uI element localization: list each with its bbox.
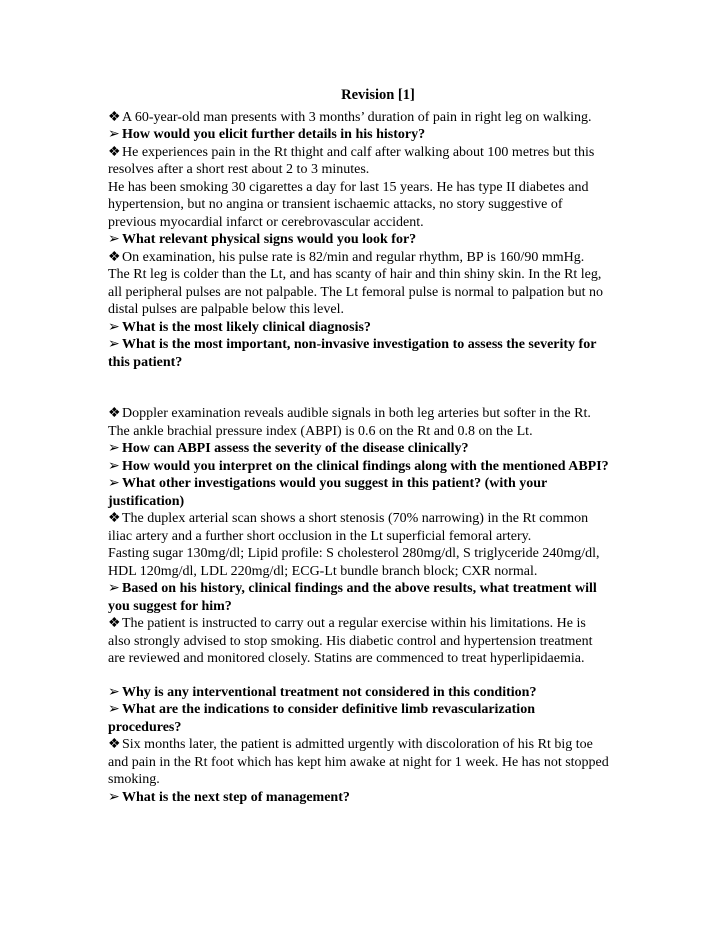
arrow-bullet-icon: ➢ — [108, 232, 120, 247]
question-4: ➢ What is the most important, non-invasive investigation to assess the severity for this patient? — [108, 337, 597, 370]
case-stem-3: ❖On examination, his pulse rate is 82/min and regular rhythm, BP is 160/90 mmHg. The Rt leg is colder than the Lt, and has scanty of hair and thin shiny skin. In the Rt leg, all peripheral pulses are not palpable. The Lt femoral pulse is normal to palpation but no distal pulses are palpable below this level. — [108, 249, 604, 317]
arrow-bullet-icon: ➢ — [108, 684, 120, 700]
question-5: ➢ How can ABPI assess the severity of the disease clinically? — [108, 441, 469, 456]
case-stem-2: ❖He experiences pain in the Rt thight and calf after walking about 100 metres but this resolves after a short rest about 2 to 3 minutes. He has been smoking 30 cigarettes a day for last 15 years. He has type II diabetes and hypertension, but no angina or transient ischaemic attacks, no story suggestive of previous myocardial infarct or cerebrovascular accident. — [108, 144, 595, 230]
arrow-bullet-icon: ➢ — [108, 789, 120, 805]
question-3: ➢ What is the most likely clinical diagnosis? — [108, 319, 371, 335]
arrow-bullet-icon: ➢ — [108, 476, 120, 491]
spacer — [108, 668, 628, 684]
case-stem-1: ❖A 60-year-old man presents with 3 months’ duration of pain in right leg on walking. — [108, 109, 592, 125]
case-stem-6: ❖The patient is instructed to carry out a regular exercise within his limitations. He is also strongly advised to stop smoking. His diabetic control and hypertension treatment are reviewed and monitored closely. Statins are commenced to treat hyperlipidaemia. — [108, 616, 593, 666]
diamond-bullet-icon: ❖ — [108, 616, 121, 631]
question-2: ➢ What relevant physical signs would you look for? — [108, 232, 417, 247]
question-6: ➢ How would you interpret on the clinical findings along with the mentioned ABPI? — [108, 458, 609, 474]
page-title: Revision [1] — [341, 87, 415, 103]
arrow-bullet-icon: ➢ — [108, 702, 120, 717]
diamond-bullet-icon: ❖ — [108, 406, 121, 421]
case-stem-7: ❖Six months later, the patient is admitted urgently with discoloration of his Rt big toe and pain in the Rt foot which has kept him awake at night for 1 week. He has not stopped smoking. — [108, 737, 609, 787]
question-7: ➢ What other investigations would you suggest in this patient? (with your justification) — [108, 476, 548, 509]
diamond-bullet-icon: ❖ — [108, 109, 121, 125]
diamond-bullet-icon: ❖ — [108, 737, 121, 752]
diamond-bullet-icon: ❖ — [108, 249, 121, 265]
diamond-bullet-icon: ❖ — [108, 144, 121, 160]
question-9: ➢ Why is any interventional treatment not considered in this condition? — [108, 684, 537, 700]
arrow-bullet-icon: ➢ — [108, 441, 120, 456]
diamond-bullet-icon: ❖ — [108, 511, 121, 526]
document-page — [108, 87, 628, 806]
arrow-bullet-icon: ➢ — [108, 127, 120, 142]
arrow-bullet-icon: ➢ — [108, 319, 120, 335]
question-1: ➢ How would you elicit further details in his history? — [108, 127, 426, 142]
case-stem-4: ❖Doppler examination reveals audible signals in both leg arteries but softer in the Rt. The ankle brachial pressure index (ABPI) is 0.6 on the Rt and 0.8 on the Lt. — [108, 406, 591, 439]
arrow-bullet-icon: ➢ — [108, 458, 120, 474]
question-11: ➢ What is the next step of management? — [108, 789, 350, 805]
question-8: ➢ Based on his history, clinical findings and the above results, what treatment will you suggest for him? — [108, 581, 597, 614]
spacer — [108, 371, 628, 405]
question-10: ➢ What are the indications to consider definitive limb revascularization procedures? — [108, 702, 535, 735]
arrow-bullet-icon: ➢ — [108, 581, 120, 596]
arrow-bullet-icon: ➢ — [108, 337, 120, 352]
case-stem-5: ❖The duplex arterial scan shows a short stenosis (70% narrowing) in the Rt common iliac artery and a further short occlusion in the Lt superficial femoral artery. Fasting sugar 130mg/dl; Lipid profile: S cholesterol 280mg/dl, S triglyceride 240mg/dl, HDL 120mg/dl, LDL 220mg/dl; ECG-Lt bundle branch block; CXR normal. — [108, 511, 600, 579]
